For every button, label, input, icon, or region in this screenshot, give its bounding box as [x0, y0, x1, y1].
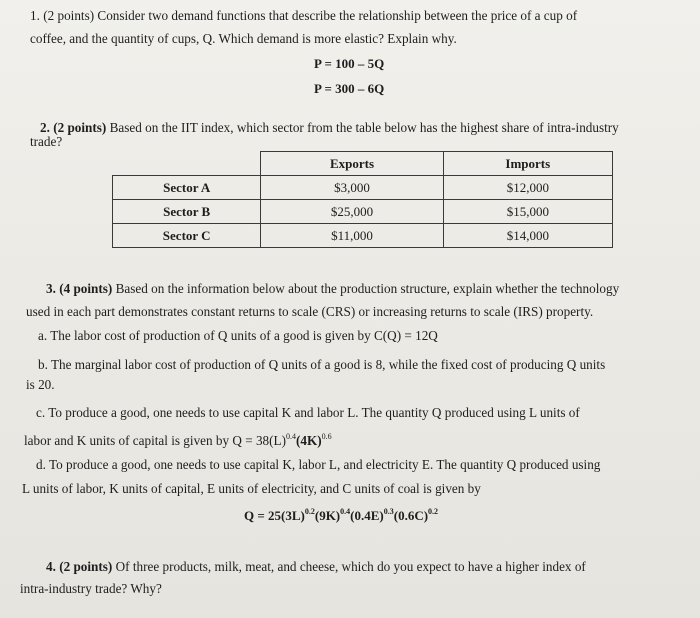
table-row — [113, 200, 613, 224]
q3-part-c-exponent-2: 0.6 — [321, 432, 332, 441]
table-cell-imports: $12,000 — [443, 176, 612, 200]
table-cell-exports: $3,000 — [261, 176, 443, 200]
table-cell-sector: Sector B — [113, 200, 261, 224]
trade-table — [112, 151, 613, 248]
q3-part-c-exponent-1: 0.4 — [285, 432, 296, 441]
table-cell-exports: $25,000 — [261, 200, 443, 224]
q3-line-1: 3. (4 points) Based on the information below about the production structure, explain whether the technology — [46, 281, 620, 296]
q1-equation-1: P = 100 – 5Q — [314, 56, 385, 71]
q3-part-c-line-2 — [24, 429, 332, 449]
q3-part-b-line-2: is 20. — [26, 377, 55, 392]
deq-term-3: (0.4E) — [350, 508, 384, 523]
deq-exp-2: 0.4 — [340, 507, 351, 516]
table-cell-imports: $15,000 — [443, 200, 612, 224]
table-row — [113, 176, 613, 200]
deq-term-4: (0.6C) — [393, 508, 429, 523]
table-cell-exports: $11,000 — [261, 224, 443, 248]
q3-line-2: used in each part demonstrates constant returns to scale (CRS) or increasing returns to scale (IRS) property. — [26, 304, 594, 319]
q3-part-d-line-2: L units of labor, K units of capital, E units of electricity, and C units of coal is given by — [22, 481, 481, 496]
q3-part-d-line-1: d. To produce a good, one needs to use capital K, labor L, and electricity E. The quantity Q produced using — [36, 457, 601, 472]
deq-exp-1: 0.2 — [304, 507, 315, 516]
table-cell-imports: $14,000 — [443, 224, 612, 248]
q1-text-1: 1. (2 points) Consider two demand functions that describe the relationship between the price of a cup of — [30, 8, 578, 23]
q1-line-1 — [30, 8, 577, 24]
table-header-imports: Imports — [443, 152, 612, 176]
table-cell-sector: Sector C — [113, 224, 261, 248]
table-header-blank — [113, 152, 261, 176]
deq-exp-3: 0.3 — [383, 507, 394, 516]
q3-part-c-line-1: c. To produce a good, one needs to use capital K and labor L. The quantity Q produced using L units of — [36, 405, 580, 420]
deq-term-2: (9K) — [314, 508, 341, 523]
table-cell-sector: Sector A — [113, 176, 261, 200]
deq-exp-4: 0.2 — [428, 507, 439, 516]
table-header-exports: Exports — [261, 152, 443, 176]
table-header-row — [113, 152, 613, 176]
q1-line-2: coffee, and the quantity of cups, Q. Which demand is more elastic? Explain why. — [30, 31, 457, 46]
q4-line-2: intra-industry trade? Why? — [20, 581, 162, 596]
q4-line-1: 4. (2 points) Of three products, milk, meat, and cheese, which do you expect to have a higher index of — [46, 559, 586, 574]
q3-part-c-text: labor and K units of capital is given by Q = 38(L) — [24, 433, 286, 448]
q2-line-2: trade? — [30, 134, 63, 149]
q3-part-c-capital: (4K) — [295, 433, 322, 448]
q3-part-d-equation — [244, 507, 438, 524]
q3-part-a: a. The labor cost of production of Q units of a good is given by C(Q) = 12Q — [38, 328, 438, 343]
q3-part-b-line-1: b. The marginal labor cost of production of Q units of a good is 8, while the fixed cost of producing Q units — [38, 357, 606, 372]
q2-line-1: 2. (2 points) Based on the IIT index, which sector from the table below has the highest share of intra-industry — [40, 120, 619, 135]
table-row — [113, 224, 613, 248]
q1-equation-2: P = 300 – 6Q — [314, 81, 385, 96]
deq-term-1: Q = 25(3L) — [244, 508, 305, 523]
